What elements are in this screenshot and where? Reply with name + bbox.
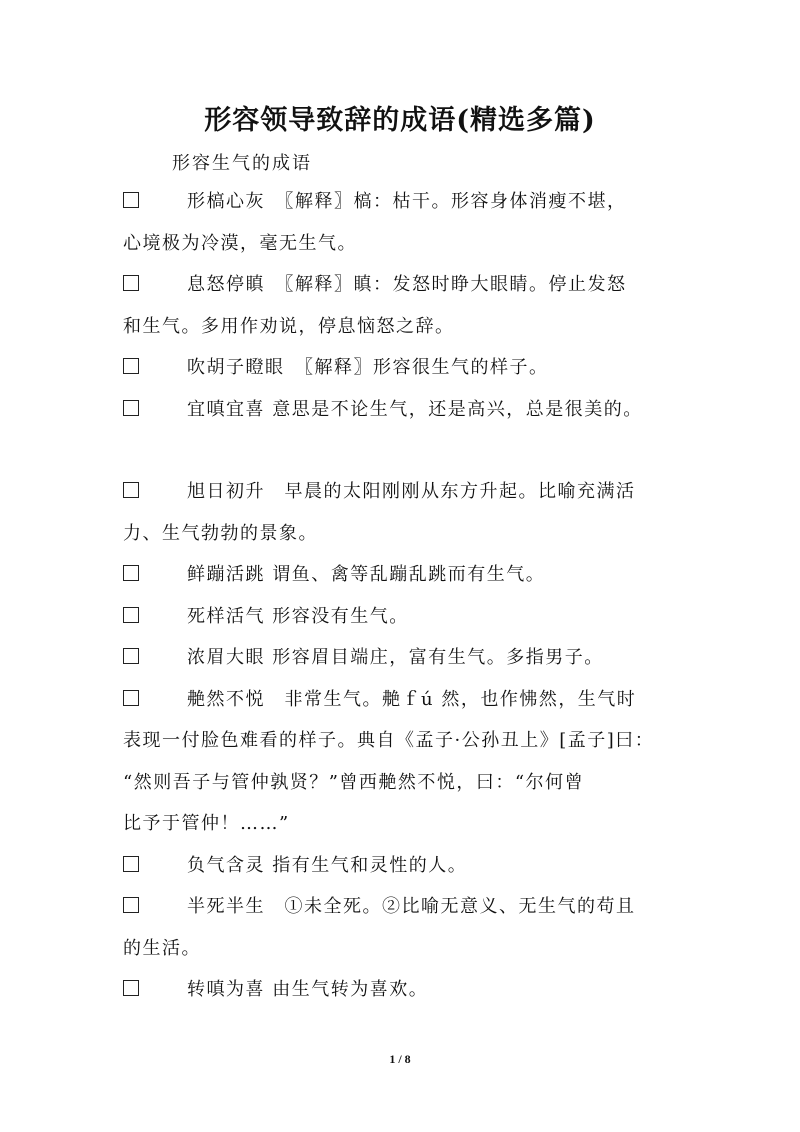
checkbox-icon — [123, 980, 139, 996]
entry-continuation: 表现一付脸色难看的样子。典自《孟子·公孙丑上》[孟子]曰： — [123, 730, 655, 751]
entry-text: 形槁心灰 〖解释〗槁：枯干。形容身体消瘦不堪， — [187, 191, 627, 212]
entry-continuation: “然则吾子与管仲孰贤？”曾西艴然不悦，曰：“尔何曾 — [123, 771, 585, 793]
checkbox-icon — [123, 192, 139, 208]
section-subtitle: 形容生气的成语 — [172, 153, 312, 174]
checkbox-icon — [123, 648, 139, 664]
checkbox-icon — [123, 690, 139, 706]
entry-text: 死样活气 形容没有生气。 — [187, 605, 409, 627]
entry-text: 转嗔为喜 由生气转为喜欢。 — [187, 979, 429, 1000]
document-title: 形容领导致辞的成语(精选多篇) — [204, 105, 596, 136]
entry-text: 鲜蹦活跳 谓鱼、禽等乱蹦乱跳而有生气。 — [187, 564, 546, 585]
checkbox-icon — [123, 856, 139, 872]
idiom-entry — [123, 644, 693, 686]
idiom-entry — [123, 188, 693, 271]
entry-continuation: 力、生气勃勃的景象。 — [123, 522, 318, 544]
checkbox-icon — [123, 358, 139, 374]
idiom-entry — [123, 396, 693, 438]
entry-text: 艴然不悦 非常生气。艴ｆú 然，也作怫然，生气时 — [187, 688, 637, 710]
checkbox-icon — [123, 482, 139, 498]
idiom-entry — [123, 976, 693, 1018]
checkbox-icon — [123, 607, 139, 623]
entry-text: 浓眉大眼 形容眉目端庄，富有生气。多指男子。 — [187, 647, 604, 668]
entry-continuation: 的生活。 — [123, 937, 201, 959]
idiom-entry — [123, 478, 693, 561]
entry-text: 负气含灵 指有生气和灵性的人。 — [187, 854, 468, 876]
entry-continuation: 和生气。多用作劝说，停息恼怒之辞。 — [123, 315, 455, 337]
entry-text: 半死半生 ①未全死。②比喻无意义、无生气的苟且 — [187, 896, 636, 917]
checkbox-icon — [123, 275, 139, 291]
entry-text: 宜嗔宜喜 意思是不论生气，还是高兴，总是很美的。 — [187, 398, 643, 420]
idiom-entry — [123, 686, 693, 852]
idiom-entry — [123, 603, 693, 645]
blank-line — [123, 437, 693, 478]
entry-continuation: 比予于管仲！……” — [123, 813, 290, 834]
checkbox-icon — [123, 400, 139, 416]
idiom-entry — [123, 271, 693, 354]
idiom-entry — [123, 893, 693, 976]
entry-continuation: 心境极为冷漠，毫无生气。 — [123, 232, 357, 254]
idiom-entry — [123, 852, 693, 894]
checkbox-icon — [123, 565, 139, 581]
entry-text: 息怒停瞋 〖解释〗瞋：发怒时睁大眼睛。停止发怒 — [187, 274, 627, 295]
idiom-entry — [123, 561, 693, 603]
idiom-entry — [123, 354, 693, 396]
page-number: 1 / 8 — [389, 1052, 411, 1066]
entry-text: 旭日初升 早晨的太阳刚刚从东方升起。比喻充满活 — [187, 481, 636, 502]
checkbox-icon — [123, 897, 139, 913]
idiom-list — [123, 188, 693, 1018]
entry-text: 吹胡子瞪眼 〖解释〗形容很生气的样子。 — [187, 357, 549, 378]
